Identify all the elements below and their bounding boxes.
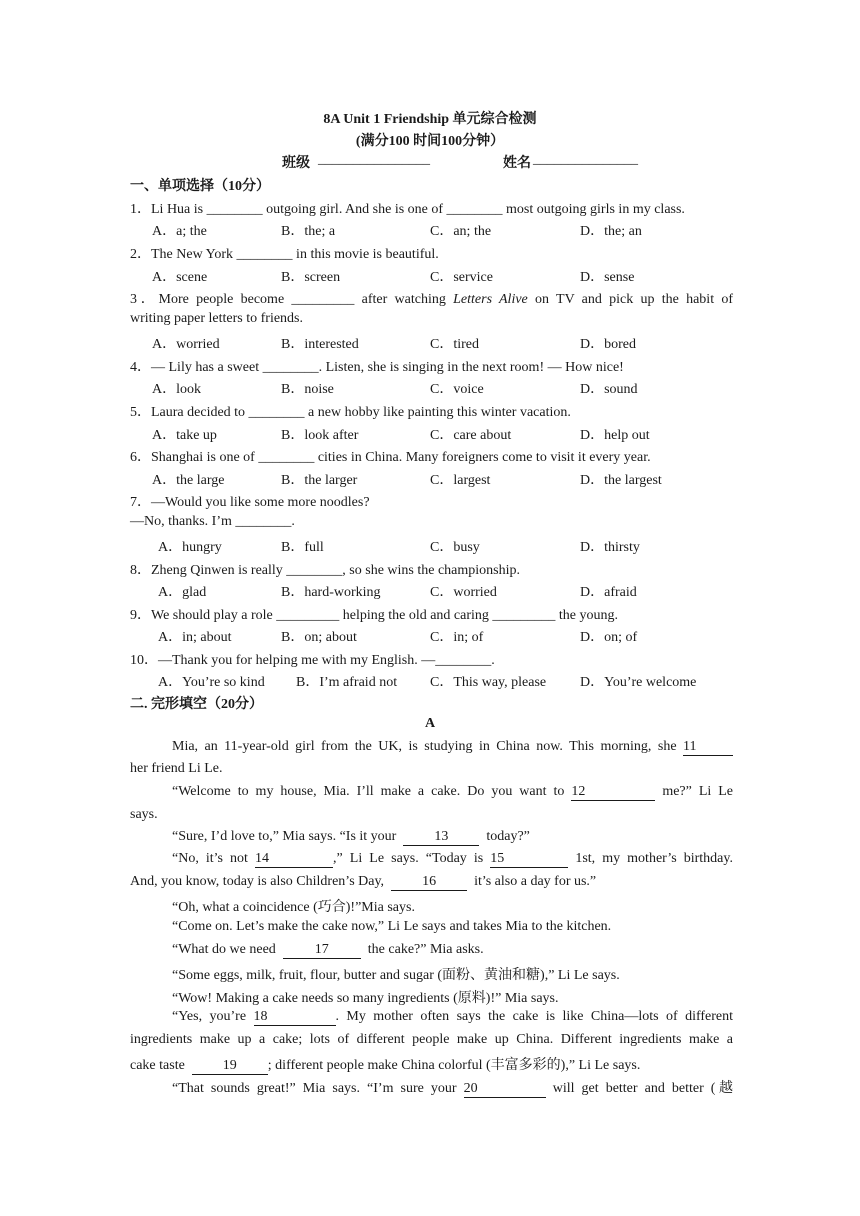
passage-label: A bbox=[424, 716, 436, 731]
question-10-option-c: C．This way, please bbox=[430, 675, 547, 690]
question-10-option-a: A．You’re so kind bbox=[158, 675, 265, 690]
class-blank: ________________ bbox=[318, 152, 430, 167]
question-6-option-a: A．the large bbox=[152, 473, 225, 488]
class-label: 班级 bbox=[282, 156, 310, 171]
question-6-option-d: D．the largest bbox=[580, 473, 662, 488]
question-5-option-b: B．look after bbox=[281, 428, 359, 443]
question-8-option-c: C．worried bbox=[430, 585, 497, 600]
question-1-option-a: A．a; the bbox=[152, 224, 207, 239]
question-6-option-b: B．the larger bbox=[281, 473, 358, 488]
question-8-option-d: D．afraid bbox=[580, 585, 637, 600]
passage-paragraph-9: “Wow! Making a cake needs so many ingredients (原料)!” Mia says. bbox=[172, 991, 559, 1006]
question-1-option-d: D．the; an bbox=[580, 224, 642, 239]
question-8-stem: 8．Zheng Qinwen is really ________, so she wins the championship. bbox=[130, 563, 521, 578]
passage-paragraph-1: Mia, an 11-year-old girl from the UK, is studying in China now. This morning, she 11 bbox=[172, 739, 733, 756]
section-title-cloze: 二. 完形填空（20分） bbox=[130, 697, 263, 712]
question-6-stem: 6．Shanghai is one of ________ cities in China. Many foreigners come to visit it every year. bbox=[130, 450, 651, 465]
question-9-stem: 9．We should play a role _________ helping the old and caring _________ the young. bbox=[130, 608, 619, 623]
question-4-option-c: C．voice bbox=[430, 382, 484, 397]
passage-paragraph-2-cont: says. bbox=[130, 807, 158, 822]
passage-paragraph-6: “Come on. Let’s make the cake now,” Li Le says and takes Mia to the kitchen. bbox=[172, 919, 612, 934]
question-10-option-d: D．You’re welcome bbox=[580, 675, 697, 690]
cloze-blank-11[interactable]: 11 bbox=[683, 740, 733, 756]
question-9-option-b: B．on; about bbox=[281, 630, 357, 645]
section-title-single-choice: 一、单项选择（10分） bbox=[130, 179, 270, 194]
cloze-blank-17[interactable]: 17 bbox=[283, 943, 361, 959]
question-7-option-a: A．hungry bbox=[158, 540, 222, 555]
cloze-blank-19[interactable]: 19 bbox=[192, 1059, 268, 1075]
question-5-stem: 5．Laura decided to ________ a new hobby like painting this winter vacation. bbox=[130, 405, 571, 420]
passage-paragraph-7: “What do we need 17 the cake?” Mia asks. bbox=[172, 942, 484, 957]
cloze-blank-18[interactable]: 18 bbox=[254, 1010, 336, 1026]
passage-paragraph-4-cont: And, you know, today is also Children’s Day, 16 it’s also a day for us.” bbox=[130, 874, 597, 889]
question-1-option-c: C．an; the bbox=[430, 224, 492, 239]
passage-paragraph-1-cont: her friend Li Le. bbox=[130, 761, 223, 776]
question-2-option-c: C．service bbox=[430, 270, 493, 285]
passage-paragraph-8: “Some eggs, milk, fruit, flour, butter and sugar (面粉、黄油和糖),” Li Le says. bbox=[172, 968, 620, 983]
question-8-option-b: B．hard-working bbox=[281, 585, 381, 600]
question-4-option-b: B．noise bbox=[281, 382, 334, 397]
cloze-blank-15[interactable]: 15 bbox=[490, 852, 568, 868]
question-3-option-a: A．worried bbox=[152, 337, 220, 352]
cloze-blank-14[interactable]: 14 bbox=[255, 852, 333, 868]
name-label: 姓名 bbox=[503, 156, 531, 171]
question-3-option-c: C．tired bbox=[430, 337, 479, 352]
question-3-stem: 3．More people become _________ after watching Letters Alive on TV and pick up the habit of bbox=[130, 292, 733, 307]
question-4-option-d: D．sound bbox=[580, 382, 638, 397]
question-2-stem: 2．The New York ________ in this movie is beautiful. bbox=[130, 247, 439, 262]
question-3-option-b: B．interested bbox=[281, 337, 359, 352]
question-2-option-a: A．scene bbox=[152, 270, 208, 285]
question-4-option-a: A．look bbox=[152, 382, 201, 397]
question-7-option-c: C．busy bbox=[430, 540, 480, 555]
passage-paragraph-3: “Sure, I’d love to,” Mia says. “Is it your 13 today?” bbox=[172, 829, 530, 844]
cloze-blank-12[interactable]: 12 bbox=[571, 785, 655, 801]
cloze-blank-13[interactable]: 13 bbox=[403, 830, 479, 846]
cloze-blank-16[interactable]: 16 bbox=[391, 875, 467, 891]
question-7-stem: 7．—Would you like some more noodles? bbox=[130, 495, 370, 510]
passage-paragraph-10-cont-2: cake taste 19 ; different people make China colorful (丰富多彩的),” Li Le says. bbox=[130, 1058, 641, 1073]
passage-paragraph-10-cont: ingredients make up a cake; lots of different people make up China. Different ingredients make a bbox=[130, 1032, 733, 1047]
question-1-option-b: B．the; a bbox=[281, 224, 336, 239]
question-2-option-d: D．sense bbox=[580, 270, 635, 285]
question-8-option-a: A．glad bbox=[158, 585, 207, 600]
page-subtitle: (满分100 时间100分钟） bbox=[355, 134, 505, 149]
passage-paragraph-2: “Welcome to my house, Mia. I’ll make a cake. Do you want to 12 me?” Li Le bbox=[172, 784, 734, 799]
passage-paragraph-5: “Oh, what a coincidence (巧合)!”Mia says. bbox=[172, 900, 415, 915]
passage-paragraph-11: “That sounds great!” Mia says. “I’m sure your 20 will get better and better (越 bbox=[172, 1081, 734, 1096]
question-7-stem-continued: —No, thanks. I’m ________. bbox=[130, 514, 295, 529]
cloze-blank-20[interactable]: 20 bbox=[464, 1082, 546, 1098]
passage-paragraph-10: “Yes, you’re 18 . My mother often says the cake is like China—lots of different bbox=[172, 1009, 734, 1024]
name-blank: _______________ bbox=[533, 152, 638, 167]
question-1-stem: 1．Li Hua is ________ outgoing girl. And she is one of ________ most outgoing girls in my class. bbox=[130, 202, 685, 217]
page-title: 8A Unit 1 Friendship 单元综合检测 bbox=[323, 112, 537, 127]
question-9-option-d: D．on; of bbox=[580, 630, 638, 645]
passage-paragraph-4: “No, it’s not 14 ,” Li Le says. “Today is 15 1st, my mother’s birthday. bbox=[172, 851, 733, 866]
question-5-option-c: C．care about bbox=[430, 428, 512, 443]
question-2-option-b: B．screen bbox=[281, 270, 341, 285]
question-4-stem: 4．— Lily has a sweet ________. Listen, she is singing in the next room! — How nice! bbox=[130, 360, 624, 375]
question-3-option-d: D．bored bbox=[580, 337, 636, 352]
question-10-stem: 10．—Thank you for helping me with my English. —________. bbox=[130, 653, 495, 668]
question-9-option-c: C．in; of bbox=[430, 630, 484, 645]
question-10-option-b: B．I’m afraid not bbox=[296, 675, 398, 690]
question-9-option-a: A．in; about bbox=[158, 630, 232, 645]
question-6-option-c: C．largest bbox=[430, 473, 491, 488]
question-5-option-a: A．take up bbox=[152, 428, 217, 443]
question-7-option-d: D．thirsty bbox=[580, 540, 640, 555]
question-7-option-b: B．full bbox=[281, 540, 324, 555]
question-3-stem-continued: writing paper letters to friends. bbox=[130, 311, 304, 326]
question-5-option-d: D．help out bbox=[580, 428, 650, 443]
